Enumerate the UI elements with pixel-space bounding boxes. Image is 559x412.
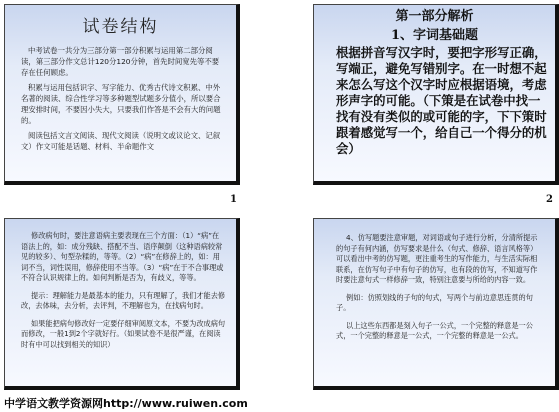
page-number: 1 xyxy=(230,194,237,205)
footer-watermark: 中学语文教学资源网http://www.ruiwen.com xyxy=(4,397,248,410)
slide-paragraph: 例如：仿照划线的子句的句式，写两个与前边意思连贯的句子。 xyxy=(336,292,533,312)
slide-paragraph: 中考试卷一共分为三部分第一部分积累与运用第二部分阅读，第三部分作文总计120分120分钟，首先时间宽先等不要存在任何顾虑。 xyxy=(21,46,220,77)
slide-body-text: 根据拼音写汉字时，要把字形写正确，写端正，避免写错别字。在一时想不起来怎么写这个汉字时应根据语境，考虑形声字的可能。（下策是在试卷中找一找有没有类似的或可能的字，下下策时跟着感觉写一个，给自己一个得分的机会） xyxy=(336,45,547,156)
slide-paragraph: 积累与运用包括识字、写字能力、优秀古代诗文积累、中外名著的阅读、综合性学习等多种题型试题多分值小，所以要合理安排时间，不要因小失大，只要我们作答是不会有大的问题的。 xyxy=(21,83,221,125)
slide-heading: 第一部分解析 xyxy=(395,9,474,24)
slide-thumbnail-4[interactable] xyxy=(313,218,559,390)
slide-thumbnail-3[interactable] xyxy=(4,218,240,390)
slide-paragraph: 以上这些东西都是刻入句子一公式，一个完整的释意是一公式，一个完整的释意是一公式，一个完整的释意是一公式。 xyxy=(336,320,533,340)
slide-paragraph: 提示：理解能力是最基本的能力，只有理解了，我们才能去修改，去体味，去分析，去评判，不理解也为，在找病句时。 xyxy=(21,290,226,310)
slide-paragraph: 阅读包括文言文阅读、现代文阅读（说明文或议论文、记叙文）作文可能是话题、材料、半命题作文 xyxy=(21,131,221,151)
slide-subheading: 1、字词基础题 xyxy=(390,28,479,43)
slide-paragraph: 4、仿写题要注意审题，对词语或句子进行分析，分清所提示的句子有何内涵，仿写要求是什么（句式、修辞、语言风格等）可以看出中考的仿写题，更注重考生的写作能力，与生活实际相联系，在仿写句子中有句子的仿写，也有段的仿写，不知道写作时要注意句式一样修辞一致，特别注意要与所给的内容一致。 xyxy=(336,233,538,284)
slide-thumbnail-2[interactable] xyxy=(313,4,559,185)
page-number: 2 xyxy=(546,194,553,205)
slide-title: 试卷结构 xyxy=(82,17,159,37)
slide-paragraph: 如果能把病句修改好一定要仔细审阅原文本，不要为改成病句而修改，一般1到2个字就好行。（如果试卷不是很严谨，在阅读时有中可以找到相关的知识） xyxy=(21,318,226,349)
slide-paragraph: 修改病句时，要注意语病主要表现在三个方面：（1）“病”在语法上的，如：成分残缺、搭配不当、语序颠倒（这种语病较常见的较多）、句型杂糅的，等等。（2）“病”在修辞上的，如：用词不当，词性误用，修辞使用不当等。（3）“病”在于不合事理或不符合认识规律上的。如何判断是否为，有歧义，等等。 xyxy=(21,231,224,282)
slide-thumbnail-1[interactable] xyxy=(4,4,240,185)
